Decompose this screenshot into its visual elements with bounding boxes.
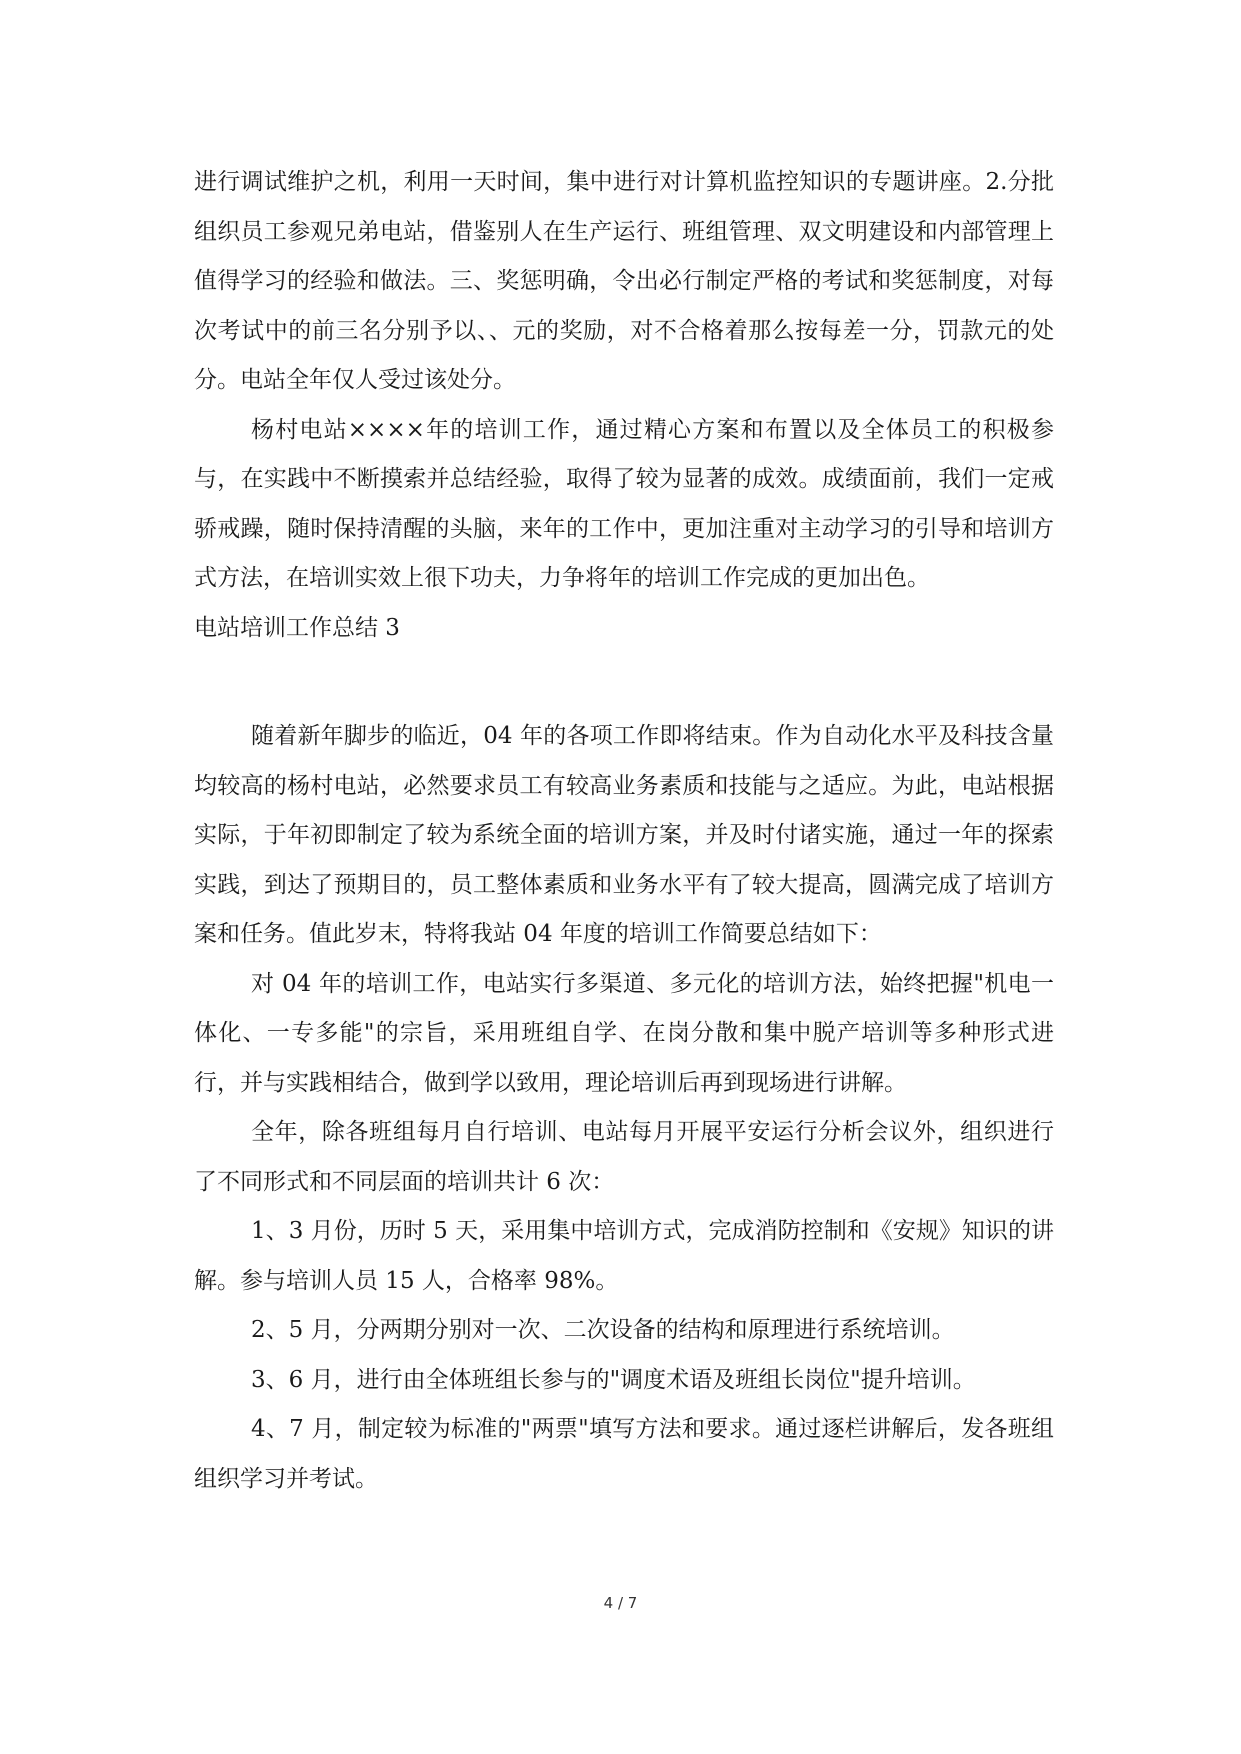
section-title: 电站培训工作总结 3 [194, 614, 400, 641]
list-item: 3、6 月，进行由全体班组长参与的"调度术语及班组长岗位"提升培训。 [251, 1366, 976, 1393]
page-number: 4 / 7 [603, 1594, 638, 1612]
list-item: 4、7 月，制定较为标准的"两票"填写方法和要求。通过逐栏讲解后，发各班组组织学习并考试。 [194, 1416, 1054, 1492]
list-item: 2、5 月，分两期分别对一次、二次设备的结构和原理进行系统培训。 [251, 1317, 955, 1343]
section-spacer [194, 653, 1054, 712]
method-paragraph: 对 04 年的培训工作，电站实行多渠道、多元化的培训方法，始终把握"机电一体化、一专多能"的宗旨，采用班组自学、在岗分散和集中脱产培训等多种形式进行，并与实践相结合，做到学以致用，理论培训后再到现场进行讲解。 [194, 970, 1054, 1096]
closing-paragraph: 杨村电站××××年的培训工作，通过精心方案和布置以及全体员工的积极参与，在实践中不断摸索并总结经验，取得了较为显著的成效。成绩面前，我们一定戒骄戒躁，随时保持清醒的头脑，来年的工作中，更加注重对主动学习的引导和培训方式方法，在培训实效上很下功夫，力争将年的培训工作完成的更加出色。 [194, 416, 1054, 591]
document-body [194, 158, 1054, 1504]
continuation-paragraph: 进行调试维护之机，利用一天时间，集中进行对计算机监控知识的专题讲座。2.分批组织员工参观兄弟电站，借鉴别人在生产运行、班组管理、双文明建设和内部管理上值得学习的经验和做法。三、奖惩明确，令出必行制定严格的考试和奖惩制度，对每次考试中的前三名分别予以、、元的奖励，对不合格着那么按每差一分，罚款元的处分。电站全年仅人受过该处分。 [194, 169, 1054, 393]
summary-paragraph: 全年，除各班组每月自行培训、电站每月开展平安运行分析会议外，组织进行了不同形式和不同层面的培训共计 6 次： [194, 1119, 1054, 1195]
intro-paragraph: 随着新年脚步的临近，04 年的各项工作即将结束。作为自动化水平及科技含量均较高的杨村电站，必然要求员工有较高业务素质和技能与之适应。为此，电站根据实际，于年初即制定了较为系统全面的培训方案，并及时付诸实施，通过一年的探索实践，到达了预期目的，员工整体素质和业务水平有了较大提高，圆满完成了培训方案和任务。值此岁末，特将我站 04 年度的培训工作简要总结如下： [194, 723, 1054, 947]
list-item: 1、3 月份，历时 5 天，采用集中培训方式，完成消防控制和《安规》知识的讲解。参与培训人员 15 人，合格率 98%。 [194, 1218, 1054, 1294]
